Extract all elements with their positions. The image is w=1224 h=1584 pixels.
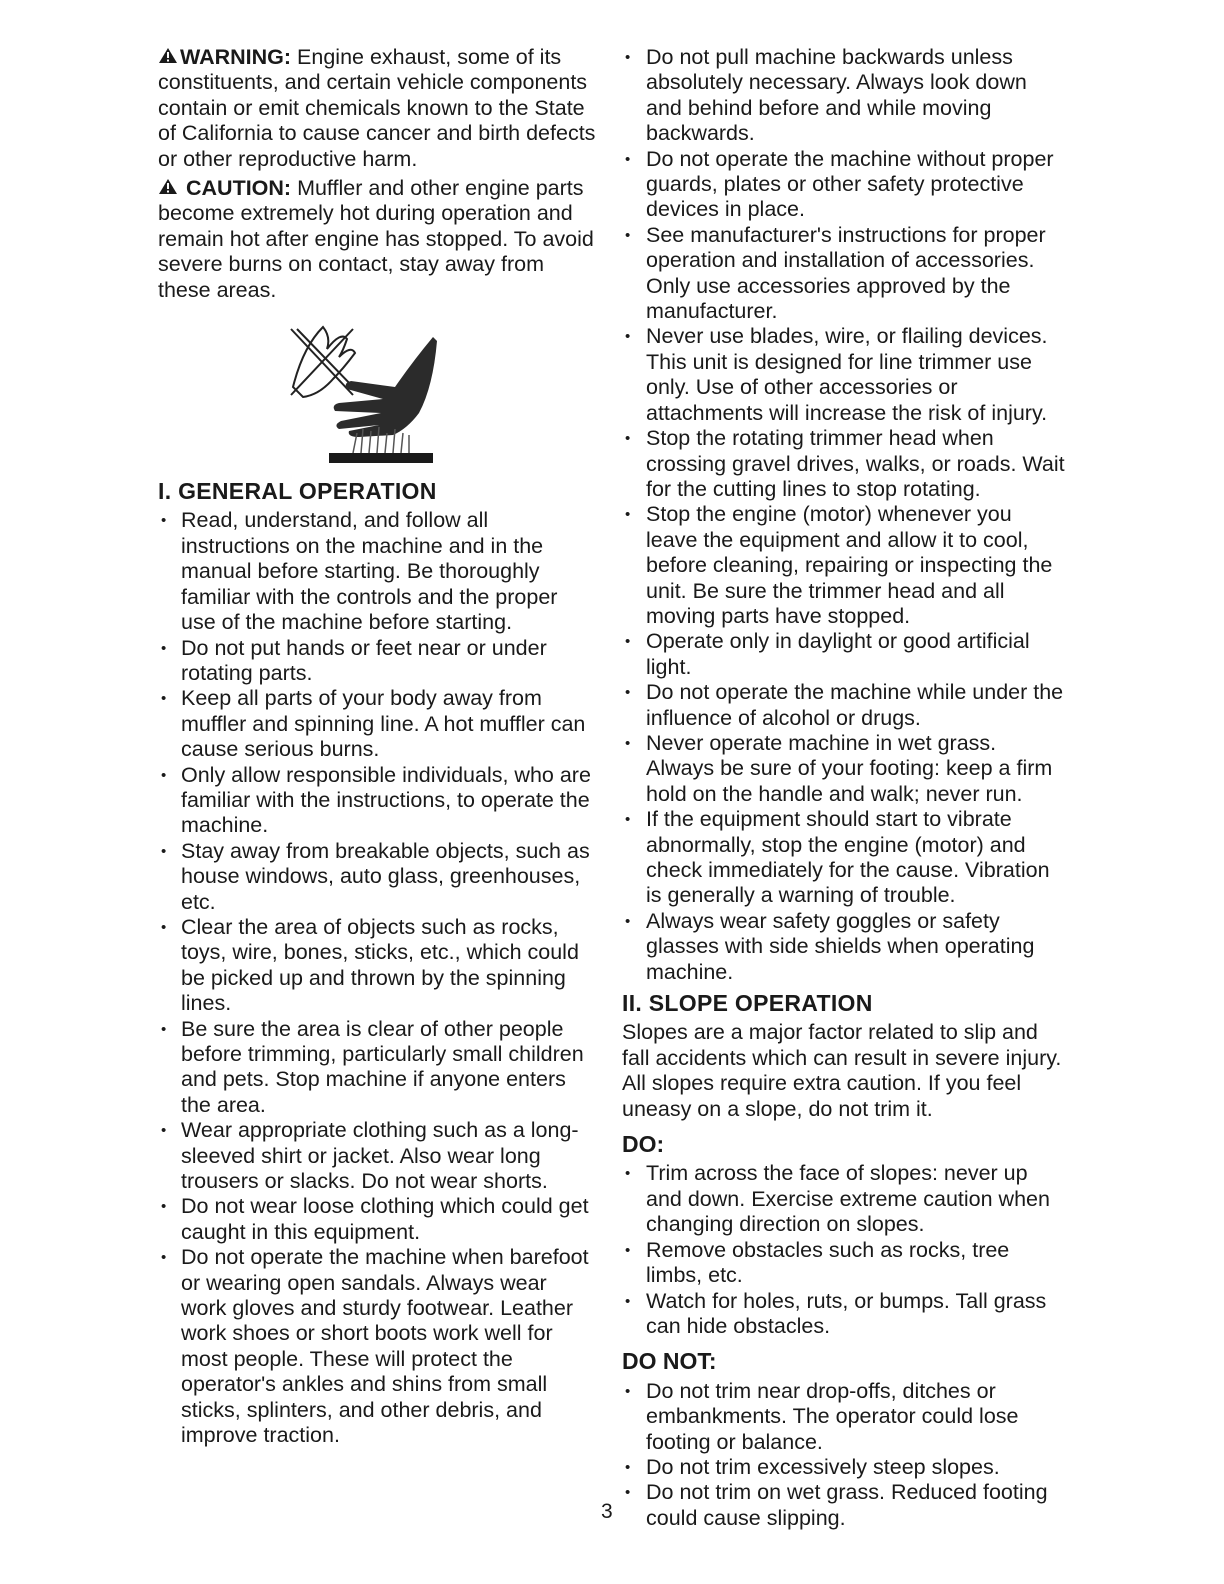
slope-intro: Slopes are a major factor related to slip and fall accidents which can result in severe injury. All slopes require extra caution. If you feel uneasy on a slope, do not trim it. <box>622 1020 1062 1121</box>
general-operation-list <box>158 508 598 1448</box>
list-item: • Never use blades, wire, or flailing devices. This unit is designed for line trimmer use only. Use of other accessories or attachments will increase the risk of injury. <box>622 324 1067 426</box>
do-not-list <box>622 1379 1067 1531</box>
left-column <box>158 45 598 1449</box>
list-item: • Remove obstacles such as rocks, tree limbs, etc. <box>622 1238 1067 1289</box>
do-title: DO: <box>622 1131 665 1158</box>
list-item: • Stop the rotating trimmer head when crossing gravel drives, walks, or roads. Wait for the cutting lines to stop rotating. <box>622 426 1067 502</box>
list-item: • If the equipment should start to vibrate abnormally, stop the engine (motor) and check immediately for the cause. Vibration is generally a warning of trouble. <box>622 807 1067 909</box>
list-item: • Do not trim excessively steep slopes. <box>622 1455 1067 1480</box>
caution-triangle-icon <box>158 176 178 201</box>
list-item: • See manufacturer's instructions for proper operation and installation of accessories. Only use accessories approved by the manufacturer. <box>622 223 1067 325</box>
list-item: • Only allow responsible individuals, who are familiar with the instructions, to operate the machine. <box>158 763 598 839</box>
list-item: • Operate only in daylight or good artificial light. <box>622 629 1067 680</box>
list-item: • Never operate machine in wet grass. Always be sure of your footing: keep a firm hold on the handle and walk; never run. <box>622 731 1067 807</box>
list-item: • Be sure the area is clear of other people before trimming, particularly small children and pets. Stop machine if anyone enters the area. <box>158 1017 598 1119</box>
list-item: • Do not put hands or feet near or under rotating parts. <box>158 636 598 687</box>
page-number: 3 <box>601 1500 613 1523</box>
section-general-operation-title: I. GENERAL OPERATION <box>158 478 437 505</box>
caution-text: Muffler and other engine parts become extremely hot during operation and remain hot after engine has stopped. To avoid severe burns on contact, stay away from these areas. <box>158 176 594 302</box>
list-item: • Always wear safety goggles or safety glasses with side shields when operating machine. <box>622 909 1067 985</box>
list-item: • Do not pull machine backwards unless absolutely necessary. Always look down and behind before and while moving backwards. <box>622 45 1067 147</box>
warning-paragraph <box>158 45 598 172</box>
list-item: • Stop the engine (motor) whenever you leave the equipment and allow it to cool, before cleaning, repairing or inspecting the unit. Be sure the trimmer head and all moving parts have stopped. <box>622 502 1067 629</box>
list-item: • Do not trim on wet grass. Reduced footing could cause slipping. <box>622 1480 1067 1531</box>
do-list <box>622 1161 1067 1339</box>
list-item: • Do not operate the machine without proper guards, plates or other safety protective devices in place. <box>622 147 1067 223</box>
section-slope-operation-title: II. SLOPE OPERATION <box>622 990 873 1017</box>
caution-label: CAUTION: <box>185 176 292 201</box>
list-item: • Watch for holes, ruts, or bumps. Tall grass can hide obstacles. <box>622 1289 1067 1340</box>
list-item: • Do not trim near drop-offs, ditches or embankments. The operator could lose footing or balance. <box>622 1379 1067 1455</box>
list-item: • Do not operate the machine when barefoot or wearing open sandals. Always wear work gloves and sturdy footwear. Leather work shoes or short boots work well for most people. These will protect the operator's ankles and shins from small sticks, splinters, and other debris, and improve traction. <box>158 1245 598 1448</box>
general-operation-list-continued <box>622 45 1067 985</box>
warning-triangle-icon <box>158 45 178 70</box>
caution-paragraph <box>158 176 598 303</box>
do-not-title: DO NOT: <box>622 1348 717 1375</box>
list-item: • Trim across the face of slopes: never up and down. Exercise extreme caution when changing direction on slopes. <box>622 1161 1067 1237</box>
list-item: • Wear appropriate clothing such as a long-sleeved shirt or jacket. Also wear long trousers or slacks. Do not wear shorts. <box>158 1118 598 1194</box>
list-item: • Do not wear loose clothing which could get caught in this equipment. <box>158 1194 598 1245</box>
list-item: • Clear the area of objects such as rocks, toys, wire, bones, sticks, etc., which could be picked up and thrown by the spinning lines. <box>158 915 598 1017</box>
warning-text: Engine exhaust, some of its constituents, and certain vehicle components contain or emit chemicals known to the State of California to cause cancer and birth defects or other reproductive harm. <box>158 45 596 171</box>
list-item: • Do not operate the machine while under the influence of alcohol or drugs. <box>622 680 1067 731</box>
list-item: • Read, understand, and follow all instructions on the machine and in the manual before starting. Be thoroughly familiar with the controls and the proper use of the machine before starting. <box>158 508 598 635</box>
hot-surface-hand-icon <box>283 317 443 467</box>
list-item: • Keep all parts of your body away from muffler and spinning line. A hot muffler can cause serious burns. <box>158 686 598 762</box>
right-column <box>622 45 1067 1531</box>
warning-label: WARNING: <box>180 45 292 69</box>
list-item: • Stay away from breakable objects, such as house windows, auto glass, greenhouses, etc. <box>158 839 598 915</box>
